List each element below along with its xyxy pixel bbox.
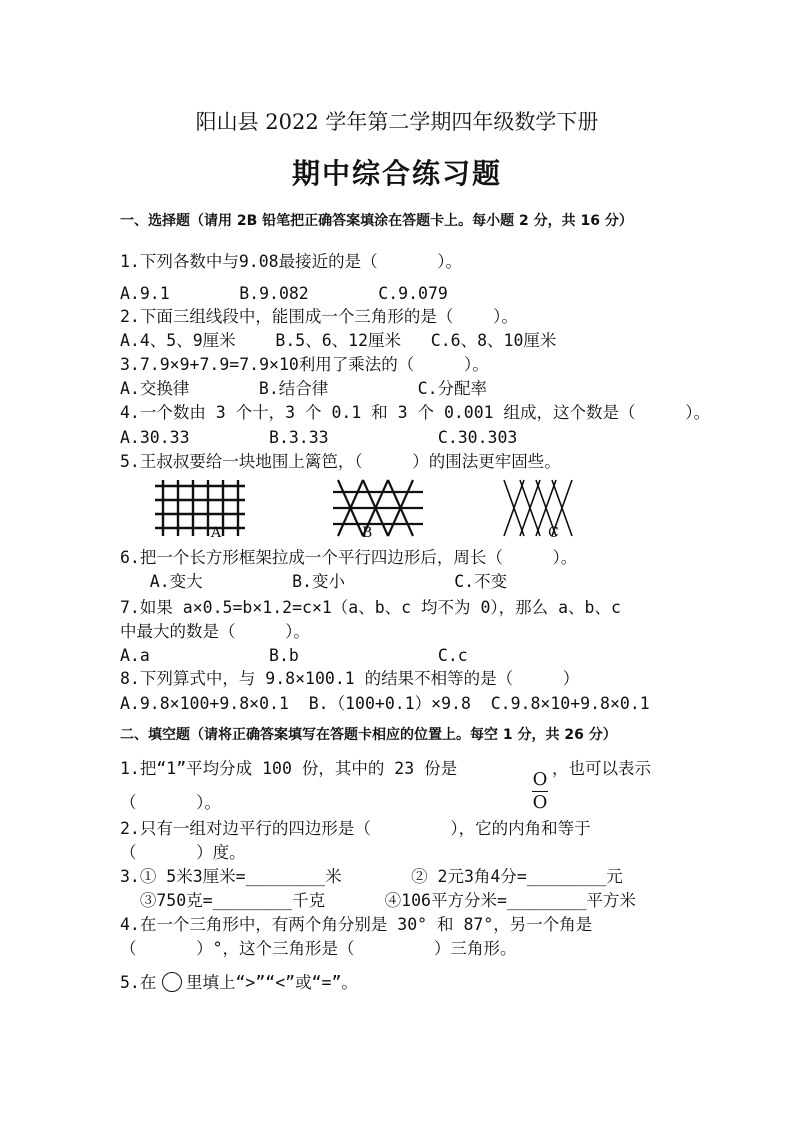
fraction-blank bbox=[532, 770, 548, 813]
fence-grid-diagram bbox=[155, 478, 245, 538]
section1-heading: 一、选择题（请用 2B 铅笔把正确答案填涂在答题卡上。每小题 2 分，共 16 分） bbox=[120, 213, 633, 229]
q7-text-cont: 中最大的数是（ ）。 bbox=[120, 622, 310, 641]
q1-options: A.9.1 B.9.082 C.9.079 bbox=[120, 284, 448, 303]
q8-options: A.9.8×100+9.8×0.1 B.（100+0.1）×9.8 C.9.8×10+9.8×0.1 bbox=[120, 694, 650, 713]
fill-q3-line1: 3.① 5米3厘米=________米 ② 2元3角4分=________元 bbox=[120, 867, 623, 886]
q6-text: 6.把一个长方形框架拉成一个平行四边形后，周长（ ）。 bbox=[120, 548, 578, 567]
q7-text: 7.如果 a×0.5=b×1.2=c×1（a、b、c 均不为 0），那么 a、b、c bbox=[120, 598, 621, 617]
exam-title-line2: 期中综合练习题 bbox=[291, 157, 502, 190]
exam-title-line1: 阳山县 2022 学年第二学期四年级数学下册 bbox=[195, 110, 599, 134]
q4-options: A.30.33 B.3.33 C.30.303 bbox=[120, 428, 518, 447]
q8-text: 8.下列算式中，与 9.8×100.1 的结果不相等的是（ ） bbox=[120, 669, 580, 688]
q1-text: 1.下列各数中与9.08最接近的是（ ）。 bbox=[120, 252, 462, 271]
fill-q4-text: 4.在一个三角形中，有两个角分别是 30° 和 87°，另一个角是 bbox=[120, 915, 593, 934]
comparison-circle bbox=[162, 972, 182, 992]
q4-text: 4.一个数由 3 个十，3 个 0.1 和 3 个 0.001 组成，这个数是（ ）。 bbox=[120, 403, 710, 422]
fill-q5-text-a: 5.在 bbox=[120, 973, 157, 992]
fill-q2-text: 2.只有一组对边平行的四边形是（ ），它的内角和等于 bbox=[120, 819, 591, 838]
fence-label-b: B bbox=[362, 525, 373, 541]
fill-q1-text-b: ，也可以表示 bbox=[552, 759, 651, 778]
q3-options: A.交换律 B.结合律 C.分配率 bbox=[120, 379, 488, 398]
q3-text: 3.7.9×9+7.9=7.9×10利用了乘法的（ ）。 bbox=[120, 355, 489, 374]
fence-label-c: C bbox=[548, 525, 559, 541]
q7-options: A.a B.b C.c bbox=[120, 646, 468, 665]
section2-heading: 二、填空题（请将正确答案填写在答题卡相应的位置上。每空 1 分，共 26 分） bbox=[120, 727, 617, 743]
fill-q4-text-cont: （ ）°，这个三角形是（ ）三角形。 bbox=[120, 939, 517, 958]
q2-options: A.4、5、9厘米 B.5、6、12厘米 C.6、8、10厘米 bbox=[120, 331, 557, 350]
fence-diagonal-diagram bbox=[500, 478, 580, 538]
fill-q1-text: 1.把“1”平均分成 100 份，其中的 23 份是 bbox=[120, 759, 458, 778]
fill-q1-blank: （ ）。 bbox=[120, 793, 221, 812]
q6-options: A.变大 B.变小 C.不变 bbox=[120, 572, 508, 591]
fill-q3-line2: ③750克=________千克 ④106平方分米=________平方米 bbox=[120, 891, 636, 910]
fill-q2-text-cont: （ ）度。 bbox=[120, 843, 246, 862]
q2-text: 2.下面三组线段中，能围成一个三角形的是（ ）。 bbox=[120, 307, 518, 326]
fence-label-a: A bbox=[211, 525, 222, 541]
q5-text: 5.王叔叔要给一块地围上篱笆，（ ）的围法更牢固些。 bbox=[120, 452, 561, 471]
fraction-denominator: O bbox=[532, 792, 548, 813]
fence-diagonal-horizontal-diagram bbox=[333, 478, 423, 538]
fraction-numerator: O bbox=[532, 769, 548, 790]
fill-q5-text-b: 里填上“>”“<”或“=”。 bbox=[186, 973, 358, 992]
